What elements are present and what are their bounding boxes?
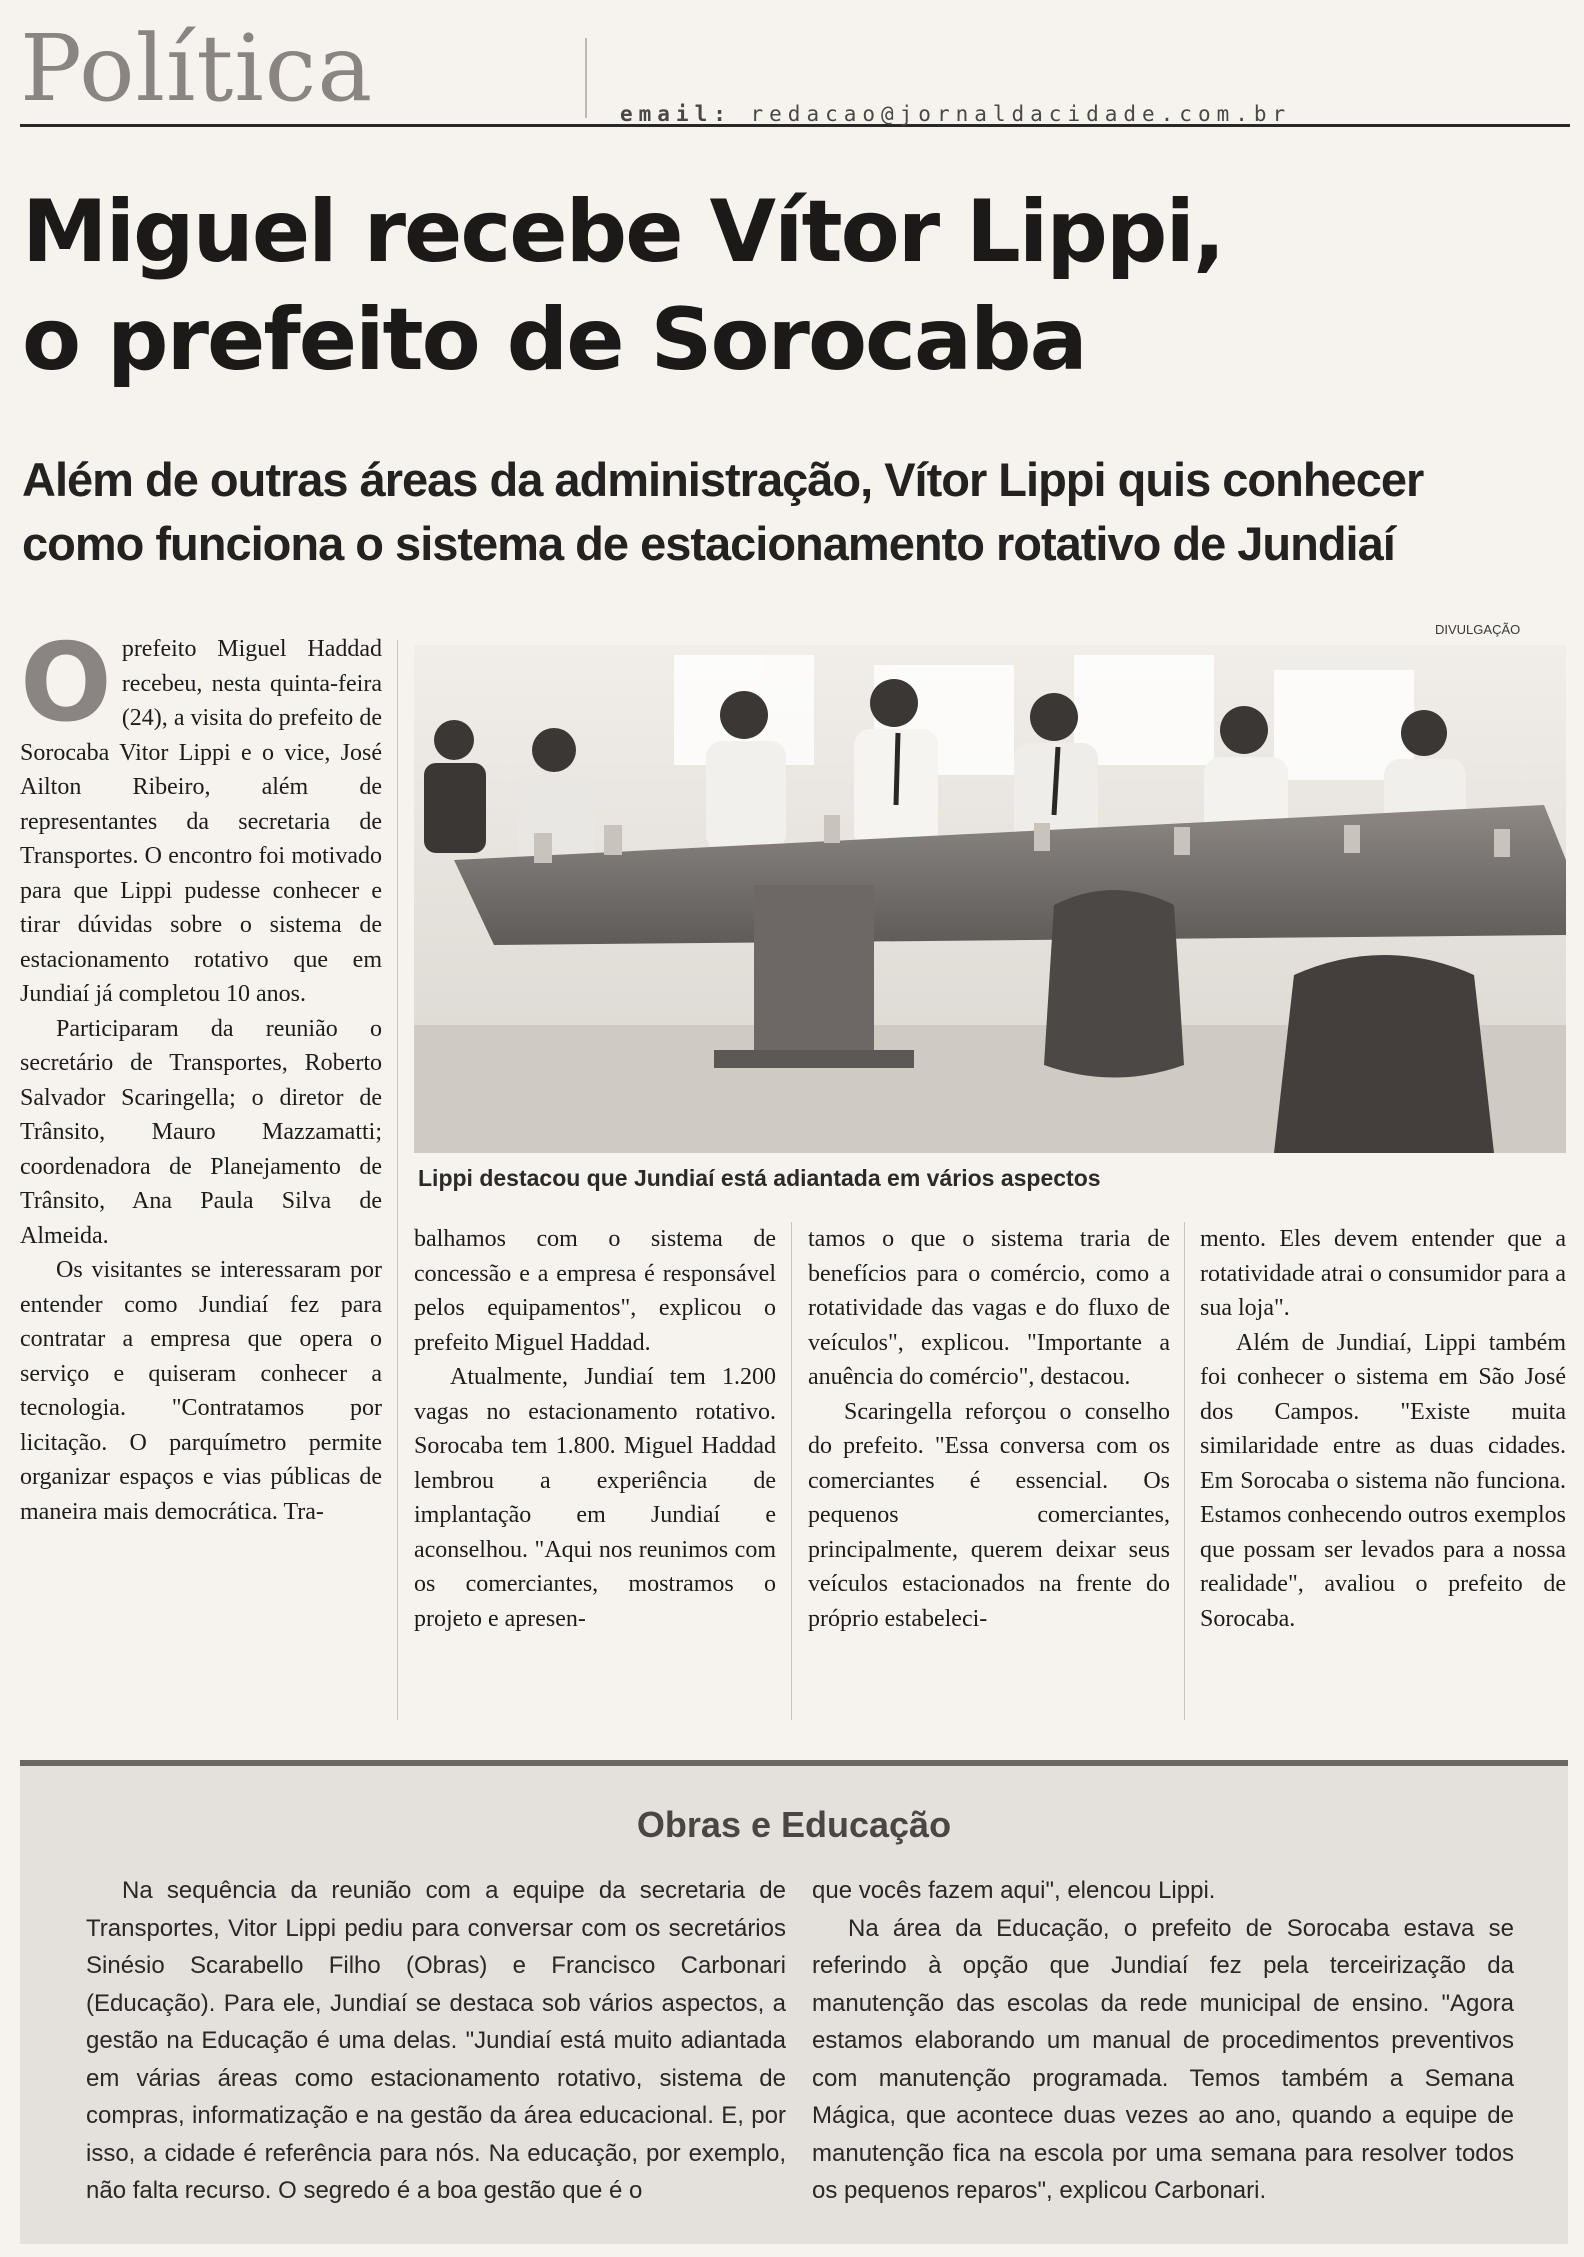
subheadline (22, 448, 1562, 576)
column-divider (791, 1222, 792, 1720)
headline-line-1: Miguel recebe Vítor Lippi, (22, 182, 1224, 282)
article-paragraph: tamos o que o sistema traria de benefícios para o comércio, como a rotatividade das vagas e do fluxo de veículos", explicou. "Importante a anuência do comércio", destacou. (808, 1226, 1170, 1390)
article-paragraph (20, 621, 382, 1012)
sidebar-box (20, 1760, 1568, 2244)
box-paragraph: Na sequência da reunião com a equipe da secretaria de Transportes, Vitor Lippi pediu para conversar com os secretários Sinésio Scarabello Filho (Obras) e Francisco Carbonari (Educação). Para ele, Jundiaí se destaca sob vários aspectos, a gestão na Educação é uma delas. "Jundiaí está muito adiantada em várias áreas como estacionamento rotativo, sistema de compras, informatização e na gestão da área educacional. E, por isso, a cidade é referência para nós. Na educação, por exemplo, não falta recurso. O segredo é a boa gestão que é o (86, 1877, 786, 2204)
photo-credit: DIVULGAÇÃO (1435, 622, 1521, 637)
contact-email-line (620, 102, 1291, 126)
contact-email: redacao@jornaldacidade.com.br (750, 102, 1292, 126)
column-divider (1184, 1222, 1185, 1720)
article-paragraph: balhamos com o sistema de concessão e a empresa é responsável pelos equipamentos", explicou o prefeito Miguel Haddad. (414, 1226, 776, 1356)
box-paragraph: que vocês fazem aqui", elencou Lippi. (812, 1877, 1216, 1904)
paragraph-text: prefeito Miguel Haddad recebeu, nesta quinta-feira (24), a visita do prefeito de Sorocaba Vitor Lippi e o vice, José Ailton Ribeiro, além de representantes da secretaria de Transportes. O encontro foi motivado para que Lippi pudesse conhecer e tirar dúvidas sobre o sistema de estacionamento rotativo que em Jundiaí já completou 10 anos. (20, 636, 382, 1007)
section-title: Política (20, 15, 374, 122)
subheadline-line-1: Além de outras áreas da administração, Vítor Lippi quis conhecer (22, 453, 1424, 506)
box-top-rule (20, 1760, 1568, 1766)
box-column-2 (812, 1872, 1514, 2210)
article-column-3 (808, 1222, 1170, 1636)
section-header (20, 14, 1570, 127)
article-paragraph: Além de Jundiaí, Lippi também foi conhecer o sistema em São José dos Campos. "Existe muita similaridade entre as duas cidades. Em Sorocaba o sistema não funciona. Estamos conhecendo outros exemplos que possam ser levados para a nossa realidade", avaliou o prefeito de Sorocaba. (1200, 1329, 1566, 1632)
article-paragraph: Participaram da reunião o secretário de Transportes, Roberto Salvador Scaringella; o diretor de Trânsito, Mauro Mazzamatti; coordenadora de Planejamento de Trânsito, Ana Paula Silva de Almeida. (20, 1015, 382, 1249)
article-paragraph: mento. Eles devem entender que a rotatividade atrai o consumidor para a sua loja". (1200, 1226, 1566, 1321)
drop-cap: O (20, 621, 112, 746)
article-column-1 (20, 621, 382, 1529)
box-title: Obras e Educação (636, 1804, 952, 1845)
meeting-photo-illustration (414, 645, 1566, 1153)
meeting-photo (414, 645, 1566, 1153)
headline (22, 178, 1562, 394)
box-column-1 (86, 1872, 786, 2210)
article-paragraph: Scaringella reforçou o conselho do prefeito. "Essa conversa com os comerciantes é essencial. Os pequenos comerciantes, principalmente, querem deixar seus veículos estacionados na frente do próprio estabeleci- (808, 1398, 1170, 1632)
subheadline-line-2: como funciona o sistema de estacionamento rotativo de Jundiaí (22, 517, 1395, 570)
header-divider (585, 38, 587, 118)
article-column-2 (414, 1222, 776, 1636)
column-divider (397, 640, 398, 1720)
photo-caption: Lippi destacou que Jundiaí está adiantada em vários aspectos (418, 1165, 1101, 1191)
article-paragraph: Os visitantes se interessaram por entender como Jundiaí fez para contratar a empresa que opera o serviço e quiseram conhecer a tecnologia. "Contratamos por licitação. O parquímetro permite organizar espaços e vias públicas de maneira mais democrática. Tra- (20, 1257, 382, 1525)
headline-line-2: o prefeito de Sorocaba (22, 290, 1086, 390)
email-label: email: (620, 102, 732, 126)
article-paragraph: Atualmente, Jundiaí tem 1.200 vagas no estacionamento rotativo. Sorocaba tem 1.800. Miguel Haddad lembrou a experiência de implantação em Jundiaí e aconselhou. "Aqui nos reunimos com os comerciantes, mostramos o projeto e apresen- (414, 1364, 776, 1632)
article-column-4 (1200, 1222, 1566, 1636)
box-paragraph: Na área da Educação, o prefeito de Sorocaba estava se referindo à opção que Jundiaí fez pela terceirização da manutenção das escolas da rede municipal de ensino. "Agora estamos elaborando um manual de procedimentos preventivos com manutenção programada. Temos também a Semana Mágica, que acontece duas vezes ao ano, quando a equipe de manutenção fica na escola por uma semana para resolver todos os pequenos reparos", explicou Carbonari. (812, 1914, 1514, 2204)
